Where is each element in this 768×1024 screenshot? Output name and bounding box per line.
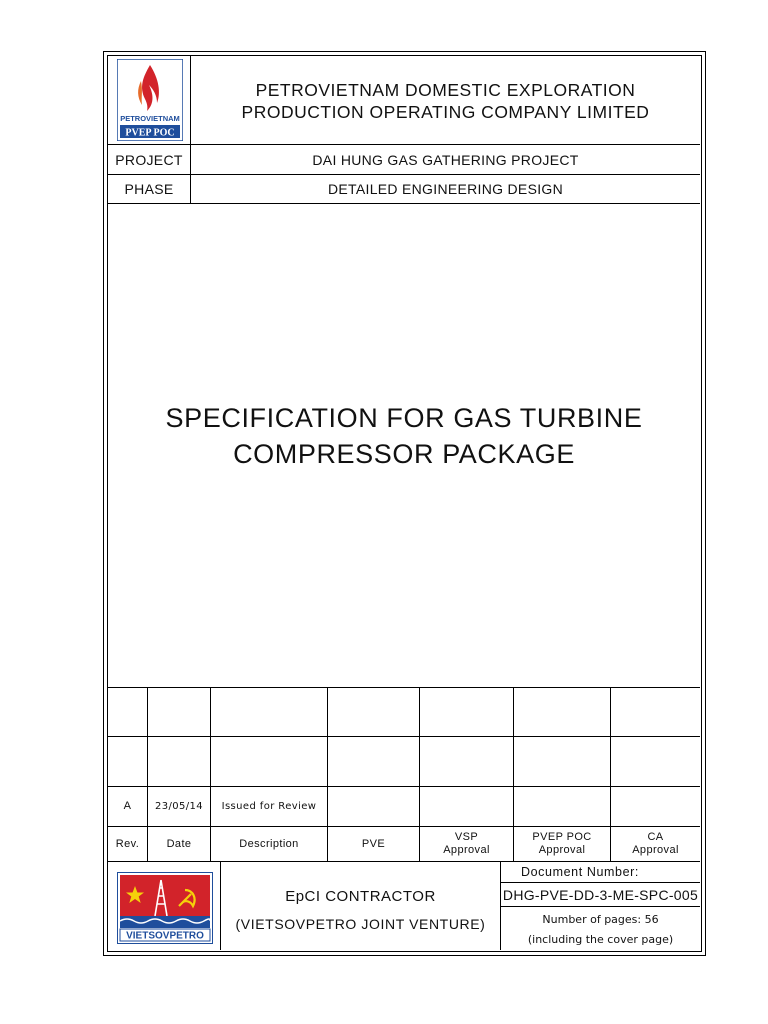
pvep-poc-logo — [117, 59, 183, 141]
company-name-line1: PETROVIETNAM DOMESTIC EXPLORATION — [255, 80, 636, 100]
svg-text:VIETSOVPETRO: VIETSOVPETRO — [126, 930, 204, 942]
divider — [108, 687, 700, 688]
project-value: DAI HUNG GAS GATHERING PROJECT — [312, 151, 579, 168]
number-of-pages: Number of pages: 56 — [542, 912, 659, 926]
divider — [108, 736, 700, 737]
svg-text:PETROVIETNAM: PETROVIETNAM — [120, 114, 180, 123]
svg-text:PVEP POC: PVEP POC — [125, 127, 175, 139]
document-number: DHG-PVE-DD-3-ME-SPC-005 — [502, 886, 699, 903]
contractor-name: EpCI CONTRACTOR — [285, 887, 436, 905]
column-header-date: Date — [166, 837, 192, 850]
document-title — [108, 398, 700, 474]
project-label: PROJECT — [115, 151, 183, 168]
column-header-pvep-approval: PVEP POC Approval — [532, 831, 592, 856]
column-header-vsp-approval: VSP Approval — [443, 831, 490, 856]
column-header-ca-approval: CA Approval — [632, 831, 679, 856]
column-header-description: Description — [239, 837, 299, 850]
company-name — [191, 78, 700, 124]
phase-value: DETAILED ENGINEERING DESIGN — [328, 181, 563, 197]
column-header-pve: PVE — [361, 837, 386, 850]
document-title-line2: COMPRESSOR PACKAGE — [233, 439, 575, 469]
phase-label: PHASE — [124, 181, 174, 197]
company-name-line2: PRODUCTION OPERATING COMPANY LIMITED — [241, 102, 650, 122]
vietsovpetro-logo — [117, 872, 213, 944]
document-number-label: Document Number: — [521, 865, 639, 879]
divider — [500, 906, 700, 907]
contractor-subtitle: (VIETSOVPETRO JOINT VENTURE) — [235, 916, 486, 932]
table-cell: Issued for Review — [221, 801, 317, 812]
divider — [108, 203, 700, 204]
column-header-rev: Rev. — [115, 837, 140, 850]
table-cell: 23/05/14 — [154, 801, 204, 812]
document-title-line1: SPECIFICATION FOR GAS TURBINE — [165, 403, 643, 433]
table-cell: A — [123, 800, 132, 812]
cover-page-note: (including the cover page) — [527, 932, 674, 946]
